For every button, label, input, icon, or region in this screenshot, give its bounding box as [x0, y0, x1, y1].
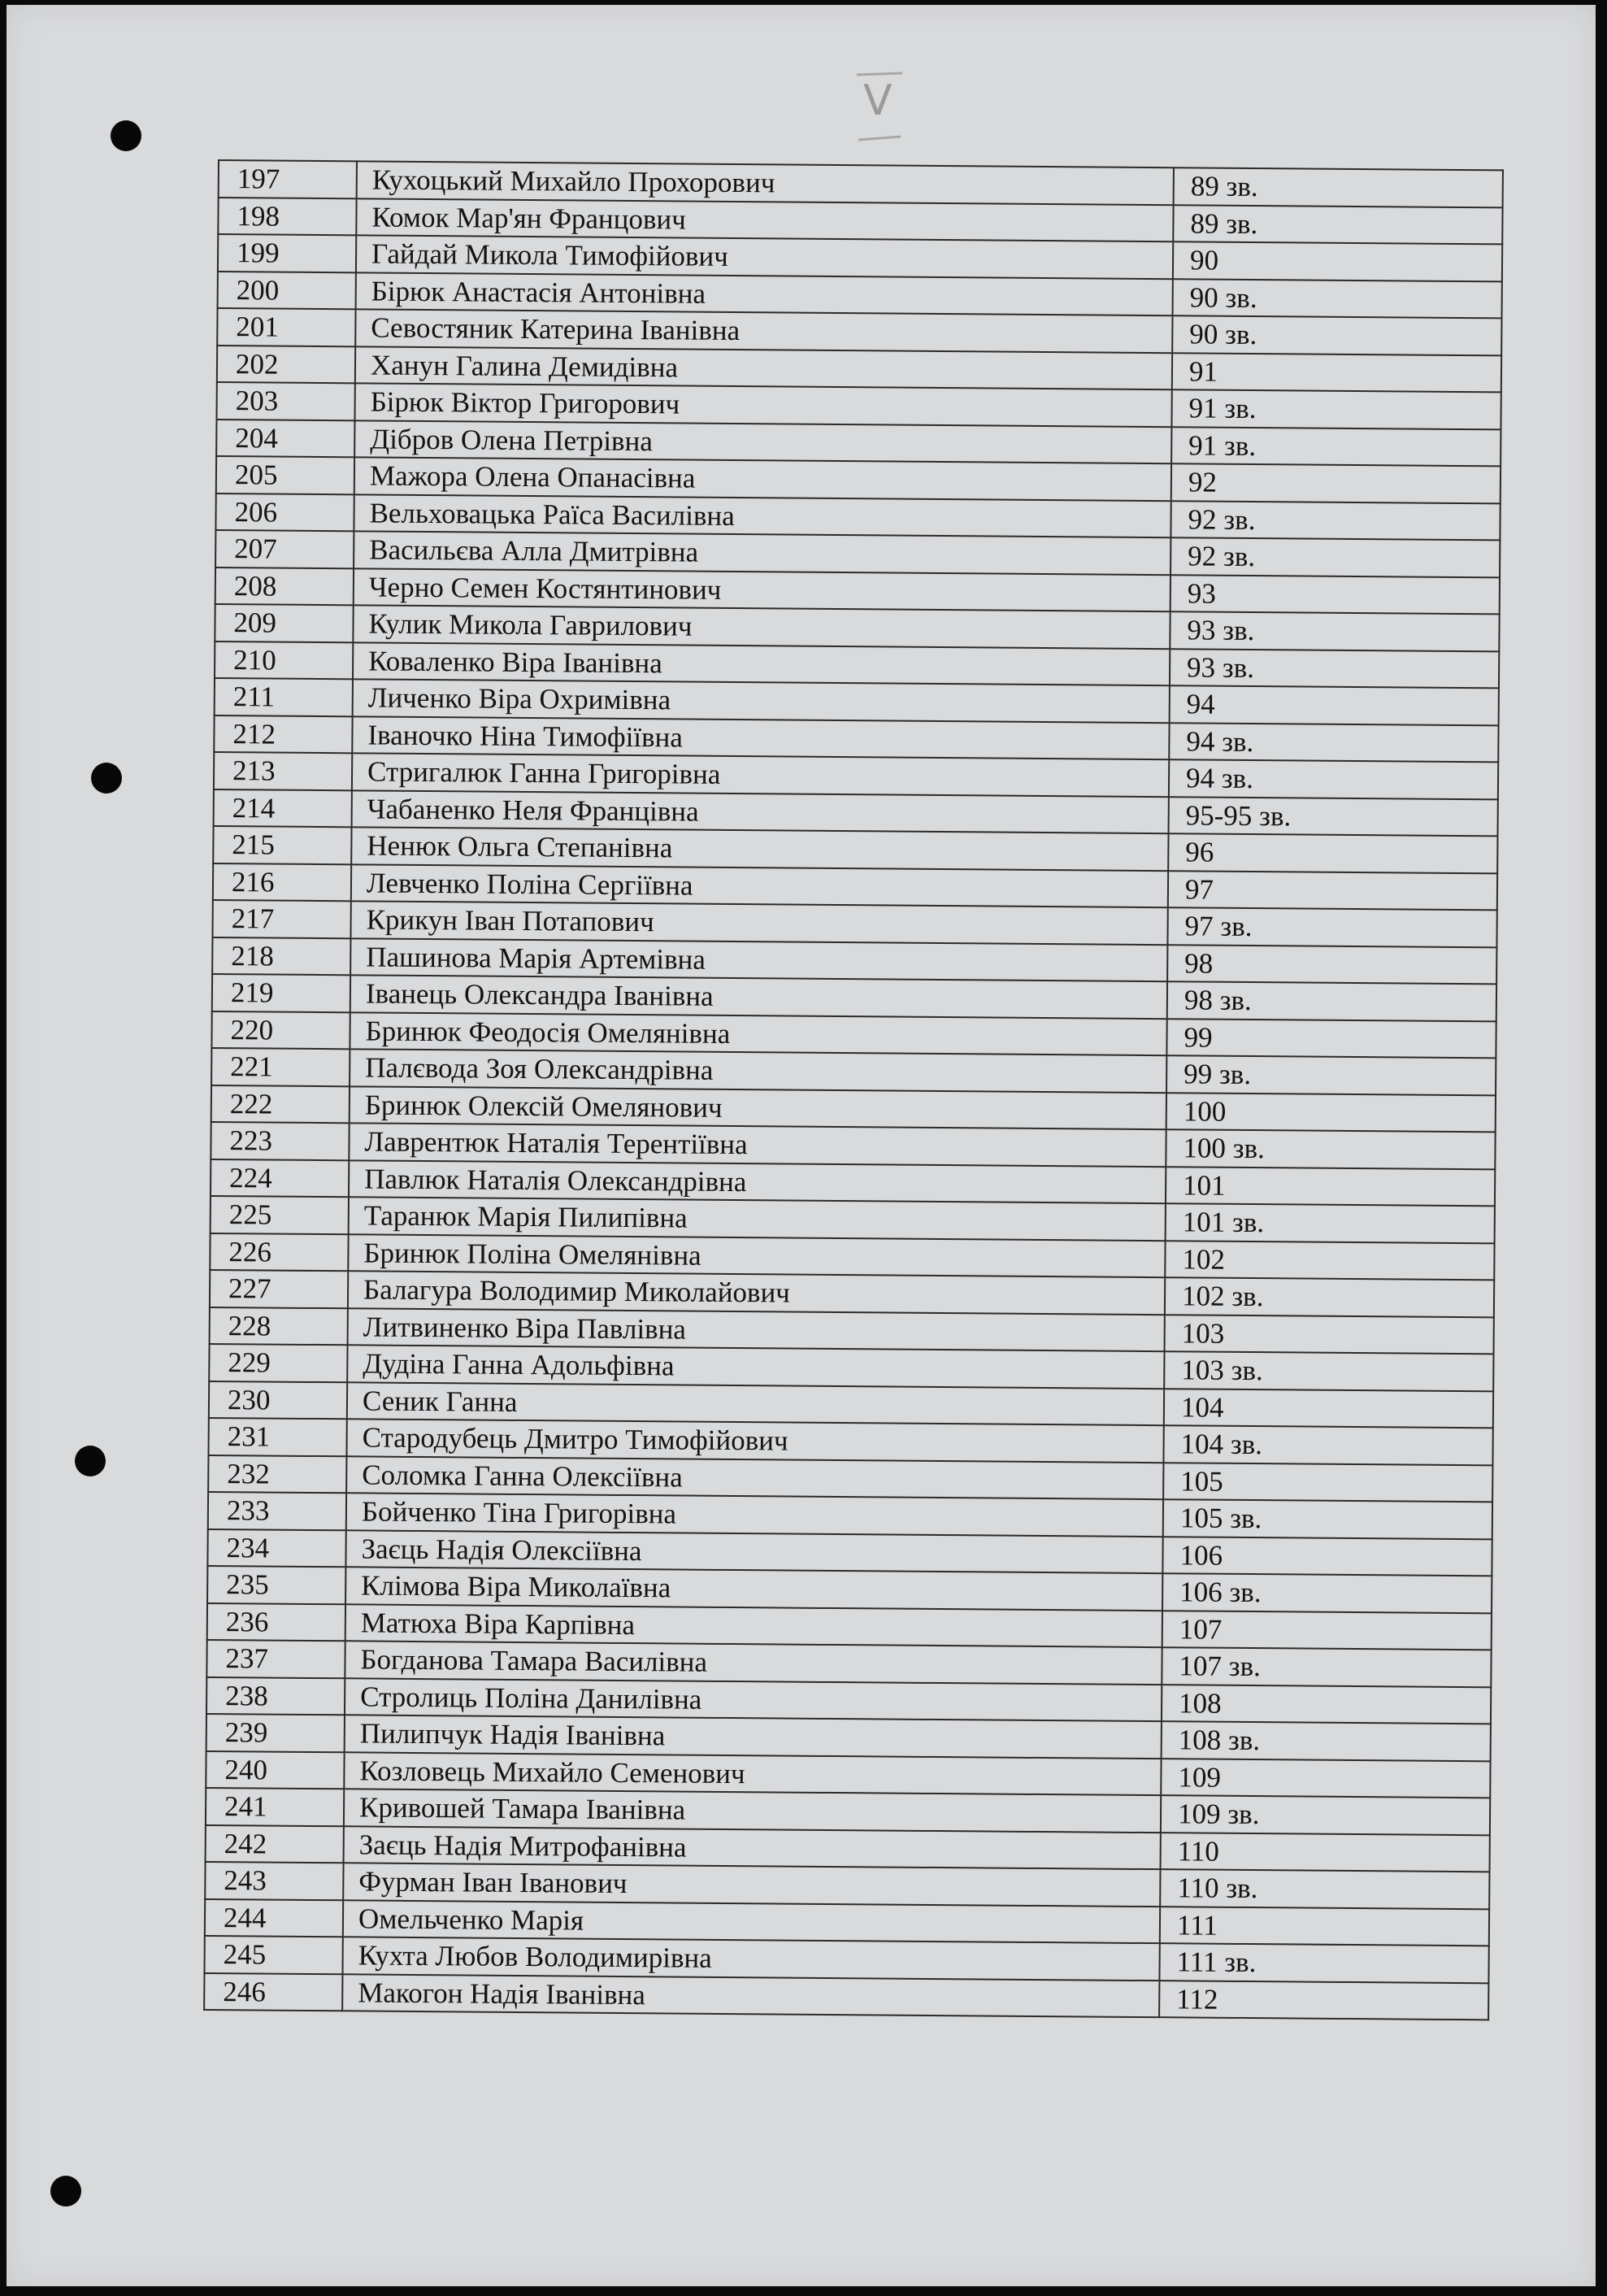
person-name-cell: Личенко Віра Охримівна [353, 679, 1170, 722]
page-ref-cell: 103 [1165, 1315, 1494, 1355]
page-ref-cell: 104 [1164, 1389, 1493, 1428]
row-number-cell: 197 [219, 160, 357, 198]
names-table [203, 159, 1504, 2020]
person-name-cell: Бринюк Феодосія Омелянівна [350, 1012, 1166, 1055]
person-name-cell: Пилипчук Надія Іванівна [345, 1715, 1162, 1758]
person-name-cell: Ханун Галина Демидівна [355, 346, 1172, 389]
row-number-cell: 235 [207, 1566, 345, 1604]
page-ref-cell: 102 [1165, 1241, 1494, 1281]
page-ref-cell: 89 зв. [1173, 205, 1502, 245]
punch-hole [91, 763, 122, 794]
row-number-cell: 241 [206, 1788, 344, 1826]
row-number-cell: 200 [218, 272, 356, 310]
page-ref-cell: 92 зв. [1171, 501, 1500, 541]
person-name-cell: Вельховацька Раїса Василівна [354, 494, 1171, 537]
punch-hole [50, 2176, 81, 2207]
row-number-cell: 230 [209, 1381, 347, 1419]
row-number-cell: 225 [211, 1196, 349, 1234]
person-name-cell: Чабаненко Неля Францівна [352, 790, 1169, 833]
row-number-cell: 246 [204, 1972, 342, 2011]
row-number-cell: 239 [206, 1714, 345, 1752]
person-name-cell: Коваленко Віра Іванівна [353, 642, 1170, 685]
person-name-cell: Мажора Олена Опанасівна [354, 457, 1171, 500]
person-name-cell: Макогон Надія Іванівна [342, 1974, 1159, 2017]
page-ref-cell: 97 зв. [1167, 907, 1496, 947]
register-table [202, 159, 1502, 2137]
row-number-cell: 208 [215, 567, 354, 605]
person-name-cell: Бірюк Анастасія Антонівна [356, 272, 1173, 315]
page-ref-cell: 110 [1161, 1833, 1490, 1872]
person-name-cell: Балагура Володимир Миколайович [348, 1271, 1165, 1314]
page-ref-cell: 99 [1166, 1019, 1496, 1059]
pencil-roman-numeral [852, 68, 909, 150]
page-ref-cell: 91 зв. [1171, 427, 1501, 467]
person-name-cell: Бойченко Тіна Григорівна [346, 1493, 1163, 1536]
page-ref-cell: 103 зв. [1164, 1351, 1493, 1391]
person-name-cell: Стародубець Дмитро Тимофійович [346, 1419, 1163, 1462]
page-ref-cell: 101 [1166, 1167, 1495, 1207]
page-ref-cell: 94 зв. [1169, 723, 1498, 763]
person-name-cell: Левченко Поліна Сергіївна [351, 864, 1168, 907]
page-ref-cell: 109 [1161, 1759, 1490, 1798]
row-number-cell: 221 [211, 1048, 350, 1086]
page-ref-cell: 104 зв. [1163, 1425, 1492, 1465]
page-ref-cell: 101 зв. [1166, 1203, 1495, 1243]
person-name-cell: Таранюк Марія Пилипівна [349, 1197, 1166, 1240]
person-name-cell: Сеник Ганна [347, 1382, 1164, 1425]
row-number-cell: 201 [217, 308, 355, 346]
person-name-cell: Соломка Ганна Олексіївна [346, 1456, 1163, 1499]
person-name-cell: Палєвода Зоя Олександрівна [350, 1049, 1166, 1092]
person-name-cell: Бринюк Олексій Омелянович [350, 1086, 1166, 1129]
row-number-cell: 199 [218, 234, 356, 272]
row-number-cell: 210 [215, 641, 353, 679]
page-ref-cell: 105 [1163, 1463, 1492, 1502]
row-number-cell: 206 [215, 493, 354, 531]
person-name-cell: Дібров Олена Петрівна [354, 420, 1171, 463]
page-ref-cell: 111 [1160, 1907, 1489, 1946]
person-name-cell: Стригалюк Ганна Григорівна [352, 753, 1169, 796]
page-ref-cell: 108 [1162, 1685, 1491, 1724]
person-name-cell: Гайдай Микола Тимофійович [356, 235, 1173, 278]
page-ref-cell: 89 зв. [1174, 167, 1503, 207]
person-name-cell: Севостяник Катерина Іванівна [355, 309, 1172, 352]
person-name-cell: Литвиненко Віра Павлівна [348, 1308, 1165, 1351]
page-ref-cell: 90 зв. [1173, 279, 1502, 319]
row-number-cell: 212 [214, 715, 352, 753]
person-name-cell: Заєць Надія Олексіївна [345, 1530, 1162, 1573]
person-name-cell: Бринюк Поліна Омелянівна [348, 1234, 1165, 1277]
person-name-cell: Васильєва Алла Дмитрівна [354, 531, 1171, 574]
page-ref-cell: 92 [1171, 463, 1501, 503]
page-ref-cell: 108 зв. [1162, 1721, 1491, 1761]
row-number-cell: 204 [216, 419, 354, 457]
row-number-cell: 240 [206, 1750, 344, 1789]
page-ref-cell: 111 зв. [1159, 1943, 1488, 1983]
row-number-cell: 217 [212, 900, 350, 938]
page-ref-cell: 98 зв. [1167, 981, 1496, 1021]
page-ref-cell: 100 зв. [1166, 1129, 1495, 1169]
person-name-cell: Богданова Тамара Василівна [345, 1641, 1162, 1684]
page-ref-cell: 96 [1168, 833, 1497, 873]
page-ref-cell: 106 зв. [1162, 1573, 1492, 1613]
page-ref-cell: 100 [1166, 1093, 1496, 1133]
person-name-cell: Дудіна Ганна Адольфівна [347, 1345, 1164, 1388]
punch-hole [75, 1446, 106, 1476]
person-name-cell: Іваночко Ніна Тимофіївна [352, 716, 1169, 759]
page-ref-cell: 99 зв. [1166, 1055, 1496, 1095]
row-number-cell: 226 [210, 1233, 348, 1271]
person-name-cell: Іванець Олександра Іванівна [350, 975, 1167, 1018]
row-number-cell: 214 [214, 789, 352, 827]
row-number-cell: 242 [206, 1824, 344, 1863]
page-ref-cell: 106 [1162, 1537, 1492, 1576]
row-number-cell: 215 [213, 826, 351, 864]
page-ref-cell: 102 зв. [1165, 1277, 1494, 1317]
page-ref-cell: 90 [1173, 241, 1502, 281]
person-name-cell: Заєць Надія Митрофанівна [344, 1826, 1161, 1869]
page-ref-cell: 93 зв. [1170, 611, 1499, 651]
row-number-cell: 234 [207, 1528, 345, 1567]
person-name-cell: Кулик Микола Гаврилович [353, 605, 1170, 648]
person-name-cell: Кухоцький Михайло Прохорович [357, 161, 1174, 204]
row-number-cell: 220 [211, 1011, 350, 1049]
margin-mark: V [863, 76, 893, 125]
page-ref-cell: 95-95 зв. [1169, 797, 1498, 837]
row-number-cell: 213 [214, 752, 352, 790]
row-number-cell: 205 [216, 456, 354, 494]
person-name-cell: Комок Мар'ян Францович [356, 198, 1173, 241]
row-number-cell: 216 [213, 863, 351, 901]
row-number-cell: 202 [217, 346, 355, 384]
punch-hole [111, 120, 141, 151]
person-name-cell: Пашинова Марія Артемівна [350, 938, 1167, 981]
row-number-cell: 203 [216, 382, 354, 420]
row-number-cell: 228 [210, 1307, 348, 1345]
person-name-cell: Павлюк Наталія Олександрівна [349, 1160, 1166, 1203]
row-number-cell: 229 [209, 1344, 347, 1382]
page-ref-cell: 109 зв. [1161, 1795, 1490, 1835]
page-ref-cell: 112 [1159, 1981, 1488, 2020]
person-name-cell: Козловець Михайло Семенович [344, 1752, 1161, 1795]
row-number-cell: 243 [205, 1862, 343, 1900]
person-name-cell: Лаврентюк Наталія Терентіївна [349, 1123, 1166, 1166]
row-number-cell: 231 [208, 1418, 346, 1456]
person-name-cell: Кривошей Тамара Іванівна [344, 1789, 1161, 1832]
page-ref-cell: 93 зв. [1170, 649, 1499, 689]
row-number-cell: 238 [206, 1676, 345, 1715]
person-name-cell: Омельченко Марія [343, 1900, 1160, 1943]
page-ref-cell: 91 [1172, 353, 1501, 393]
paper-sheet [7, 5, 1596, 2286]
page-ref-cell: 91 зв. [1171, 389, 1501, 429]
row-number-cell: 224 [211, 1159, 349, 1197]
person-name-cell: Матюха Віра Карпівна [345, 1604, 1162, 1647]
person-name-cell: Черно Семен Костянтинович [354, 568, 1171, 611]
person-name-cell: Кухта Любов Володимирівна [342, 1937, 1159, 1980]
page-ref-cell: 110 зв. [1160, 1869, 1489, 1909]
row-number-cell: 245 [204, 1936, 342, 1974]
row-number-cell: 232 [208, 1455, 346, 1493]
page-ref-cell: 94 [1170, 685, 1499, 725]
table-body [204, 160, 1503, 2020]
row-number-cell: 207 [215, 530, 354, 568]
row-number-cell: 244 [205, 1898, 343, 1937]
row-number-cell: 237 [206, 1640, 345, 1678]
page-ref-cell: 107 [1162, 1611, 1492, 1650]
person-name-cell: Клімова Віра Миколаївна [345, 1567, 1162, 1610]
row-number-cell: 233 [208, 1492, 346, 1530]
page-ref-cell: 97 [1168, 871, 1497, 911]
page-ref-cell: 93 [1171, 575, 1500, 615]
person-name-cell: Стролиць Поліна Данилівна [345, 1678, 1162, 1721]
row-number-cell: 198 [218, 198, 356, 236]
page-ref-cell: 90 зв. [1172, 315, 1501, 355]
page-ref-cell: 98 [1167, 945, 1496, 985]
page-ref-cell: 107 зв. [1162, 1647, 1491, 1687]
person-name-cell: Фурман Іван Іванович [343, 1863, 1160, 1906]
row-number-cell: 218 [212, 937, 350, 975]
person-name-cell: Ненюк Ольга Степанівна [351, 827, 1168, 870]
row-number-cell: 222 [211, 1085, 350, 1123]
row-number-cell: 209 [215, 604, 353, 642]
page-ref-cell: 105 зв. [1163, 1499, 1492, 1539]
page-ref-cell: 94 зв. [1169, 759, 1498, 799]
row-number-cell: 219 [212, 974, 350, 1012]
person-name-cell: Бірюк Віктор Григорович [354, 383, 1171, 426]
row-number-cell: 227 [210, 1270, 348, 1308]
page-ref-cell: 92 зв. [1171, 537, 1500, 577]
person-name-cell: Крикун Іван Потапович [350, 901, 1167, 944]
row-number-cell: 223 [211, 1122, 349, 1160]
row-number-cell: 211 [215, 678, 353, 716]
row-number-cell: 236 [207, 1602, 345, 1641]
